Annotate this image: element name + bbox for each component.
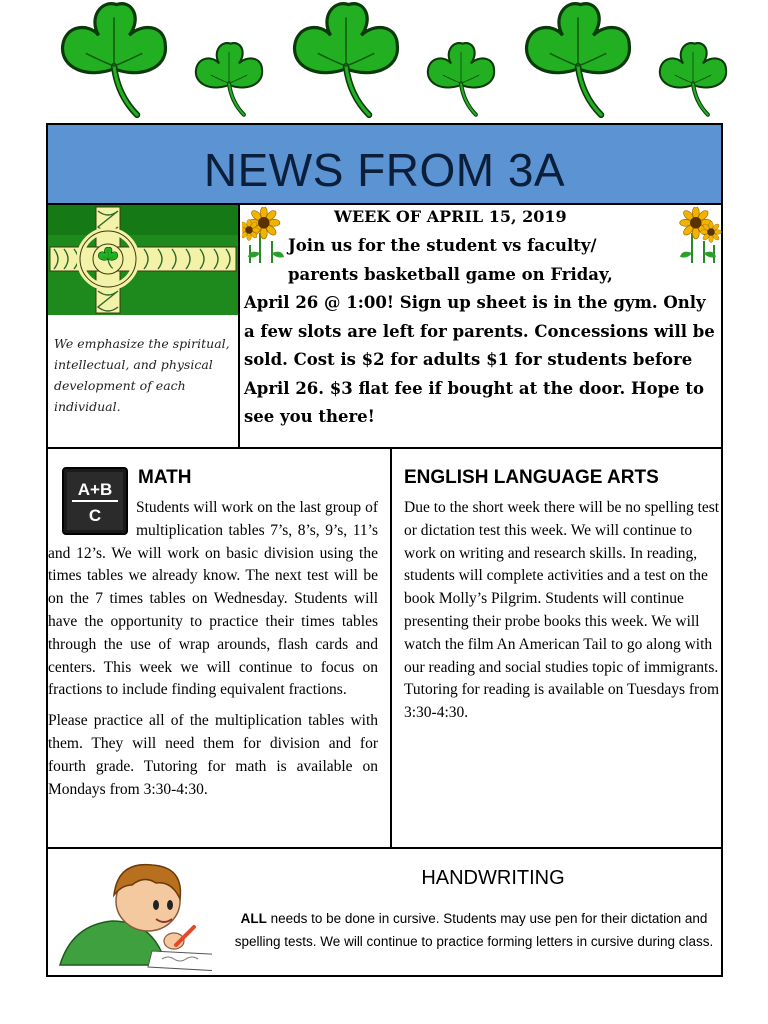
title-bar: [46, 123, 723, 203]
shamrock-icon: [280, 2, 412, 120]
ela-body: Due to the short week there will be no spelling test or dictation test this week. We will continue to work on writing and research skills. In reading, students will complete activities and a test on the book Molly’s Pilgrim. Students will continue presenting their probe books this week. We will watch the film An American Tail to go along with our reading and social studies topic of immigrants. Tutoring for reading is available on Tuesdays from 3:30-4:30.: [404, 499, 720, 722]
math-body: [48, 497, 378, 809]
math-paragraph-2: Please practice all of the multiplication tables with them. They will need them for division and for fourth grade. Tutoring for math is available on Mondays from 3:30-4:30.: [48, 712, 378, 798]
week-heading: WEEK OF APRIL 15, 2019: [334, 207, 567, 226]
math-paragraph-1: Students will work on the last group of multiplication tables 7’s, 8’s, 9’s, 11’s and 12’s. We will work on basic division using the times tables we already know. The next test will be on the 7 times tables on Wednesday. Students will have the opportunity to practice their times tables through the use of wrap arounds, flash cards and centers. This week we will continue to focus on fractions to include finding equivalent fractions.: [48, 499, 378, 699]
announcement: [242, 205, 721, 447]
writing-boy-illustration: [52, 855, 212, 971]
announcement-line-1: Join us for the student vs faculty/: [288, 236, 597, 255]
page-title: NEWS FROM 3A: [203, 144, 566, 196]
announcement-line-2: parents basketball game on Friday,: [288, 265, 613, 284]
celtic-cross-flag: [48, 205, 238, 315]
announcement-row: [46, 203, 723, 449]
math-title: MATH: [138, 467, 192, 488]
motto-text: We emphasize the spiritual, intellectual, and physical development of each individual.: [54, 336, 230, 414]
handwriting-body: [234, 907, 714, 953]
handwriting-title: HANDWRITING: [421, 867, 565, 889]
shamrock-icon: [418, 42, 504, 118]
handwriting-text: needs to be done in cursive. Students may use pen for their dictation and spelling tests. We will continue to practice forming letters in cursive during class.: [234, 911, 714, 949]
chalkboard-text-top: A+B: [77, 480, 113, 499]
sunflower-icon: [242, 207, 290, 265]
announcement-body: April 26 @ 1:00! Sign up sheet is in the gym. Only a few slots are left for parents. Concessions will be sold. Cost is $2 for adults $1 for students before April 26. $3 flat fee if bought at the door. Hope to see you there!: [244, 293, 715, 426]
shamrock-icon: [512, 2, 644, 120]
handwriting-section: [46, 849, 723, 977]
shamrock-icon: [650, 42, 736, 118]
sunflower-icon: [674, 207, 722, 265]
subjects-row: [46, 449, 723, 849]
shamrock-icon: [48, 2, 180, 120]
shamrock-border: [0, 0, 768, 122]
ela-section: [394, 449, 723, 847]
chalkboard-text-bottom: C: [88, 506, 102, 525]
sidebar: [48, 205, 240, 447]
math-section: [48, 449, 392, 847]
handwriting-bold-lead: ALL: [240, 911, 267, 926]
shamrock-icon: [186, 42, 272, 118]
ela-title: ENGLISH LANGUAGE ARTS: [404, 467, 659, 488]
